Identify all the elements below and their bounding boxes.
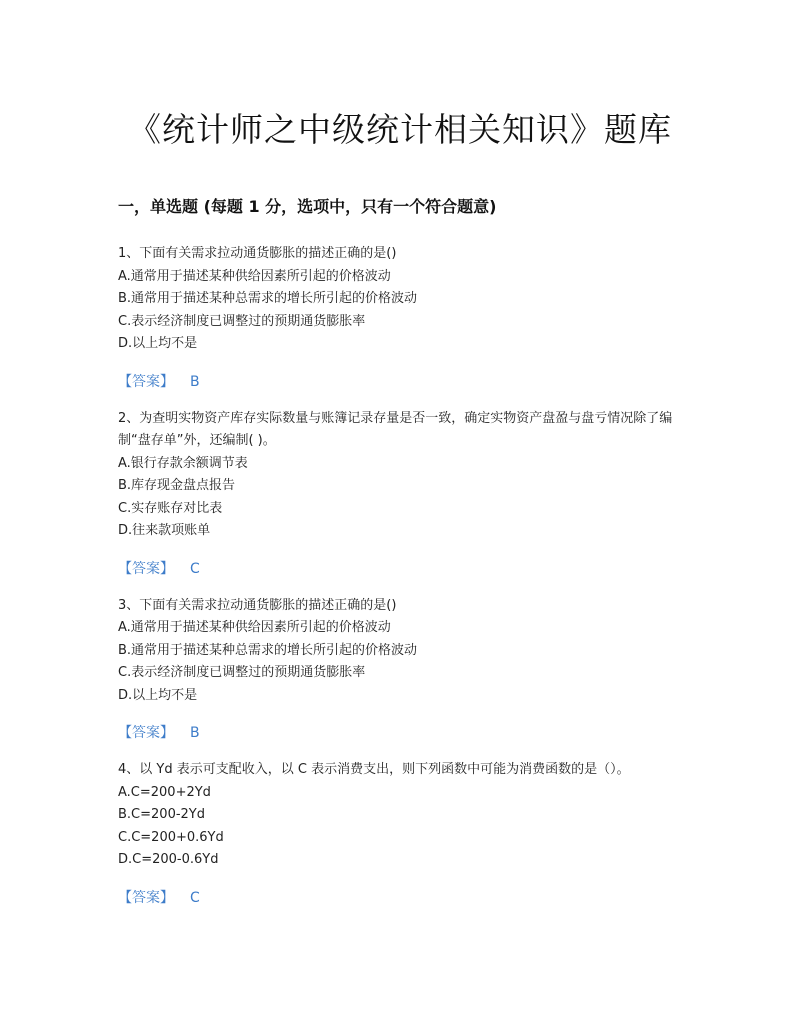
option-a: A.银行存款余额调节表 (118, 455, 248, 471)
option-b: B.通常用于描述某种总需求的增长所引起的价格波动 (118, 642, 418, 658)
option-b: B.C=200-2Yd (118, 807, 205, 822)
answer-line (118, 371, 688, 393)
answer-line (118, 722, 688, 744)
answer-line (118, 887, 688, 909)
answer-value: B (190, 373, 200, 390)
option-a: A.C=200+2Yd (118, 784, 211, 800)
option-d: D.以上均不是 (118, 687, 198, 703)
option-b: B.通常用于描述某种总需求的增长所引起的价格波动 (118, 291, 418, 306)
question-stem: 4、以 Yd 表示可支配收入，以 C 表示消费支出，则下列函数中可能为消费函数的是（）。 (118, 762, 630, 777)
option-c: C.表示经济制度已调整过的预期通货膨胀率 (118, 313, 366, 329)
question-stem: 1、下面有关需求拉动通货膨胀的描述正确的是() (118, 246, 397, 261)
option-c: C.表示经济制度已调整过的预期通货膨胀率 (118, 665, 366, 680)
question-stem: 3、下面有关需求拉动通货膨胀的描述正确的是() (118, 597, 397, 613)
answer-value: C (190, 560, 200, 577)
document-title: 《统计师之中级统计相关知识》题库 (128, 110, 672, 149)
answer-label: 【答案】 (118, 889, 174, 906)
option-c: C.实存账存对比表 (118, 500, 223, 516)
section-heading: 一，单选题 (每题 1 分，选项中，只有一个符合题意) (118, 197, 497, 216)
question-1 (118, 243, 688, 393)
option-b: B.库存现金盘点报告 (118, 478, 236, 493)
answer-value: B (190, 725, 200, 741)
answer-label: 【答案】 (118, 725, 174, 741)
answer-label: 【答案】 (118, 560, 174, 577)
option-d: D.以上均不是 (118, 336, 198, 351)
question-3 (118, 595, 688, 745)
answer-value: C (190, 889, 200, 906)
question-list (118, 243, 688, 924)
question-4 (118, 759, 688, 909)
option-d: D.C=200-0.6Yd (118, 852, 219, 867)
option-c: C.C=200+0.6Yd (118, 829, 224, 845)
option-a: A.通常用于描述某种供给因素所引起的价格波动 (118, 268, 391, 284)
question-2 (118, 408, 688, 580)
answer-line (118, 558, 688, 580)
question-stem: 2、为查明实物资产库存实际数量与账簿记录存量是否一致，确定实物资产盘盈与盘亏情况除了编制“盘存单”外，还编制( )。 (118, 410, 673, 448)
answer-label: 【答案】 (118, 373, 174, 390)
option-d: D.往来款项账单 (118, 523, 211, 538)
option-a: A.通常用于描述某种供给因素所引起的价格波动 (118, 620, 391, 635)
